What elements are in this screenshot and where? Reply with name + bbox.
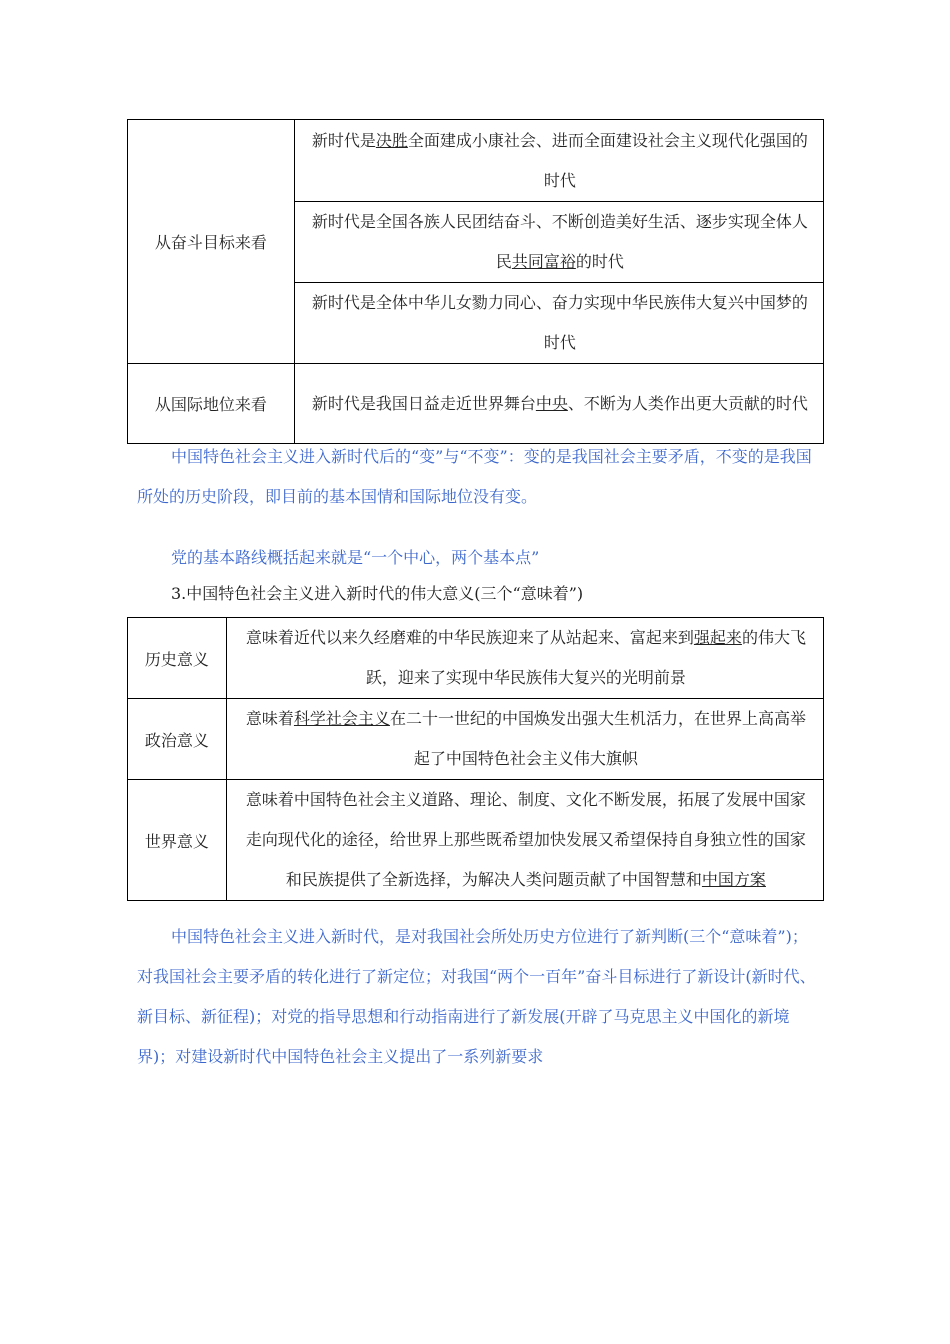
table-cell: 新时代是决胜全面建成小康社会、进而全面建设社会主义现代化强国的时代 [294, 120, 823, 202]
row-header-goal: 从奋斗目标来看 [128, 120, 295, 364]
underlined-term: 强起来 [693, 628, 742, 647]
note-change-vs-unchanged: 中国特色社会主义进入新时代后的“变”与“不变”：变的是我国社会主要矛盾，不变的是我国所处的历史阶段，即目前的基本国情和国际地位没有变。 [137, 447, 812, 506]
row-header-world: 世界意义 [128, 780, 227, 901]
table-cell: 新时代是我国日益走近世界舞台中央、不断为人类作出更大贡献的时代 [294, 364, 823, 444]
significance-table [127, 617, 824, 901]
table-cell: 意味着近代以来久经磨难的中华民族迎来了从站起来、富起来到强起来的伟大飞跃，迎来了实现中华民族伟大复兴的光明前景 [226, 618, 823, 699]
table-row [128, 618, 824, 699]
table-row [128, 780, 824, 901]
row-header-politics: 政治意义 [128, 699, 227, 780]
row-header-international: 从国际地位来看 [128, 364, 295, 444]
table-row [128, 120, 824, 202]
note-summary: 中国特色社会主义进入新时代，是对我国社会所处历史方位进行了新判断(三个“意味着”)；对我国社会主要矛盾的转化进行了新定位；对我国“两个一百年”奋斗目标进行了新设计(新时代、新目标、新征程)；对党的指导思想和行动指南进行了新发展(开辟了马克思主义中国化的新境界)；对建设新时代中国特色社会主义提出了一系列新要求 [137, 927, 816, 1066]
underlined-term: 决胜 [375, 130, 408, 150]
table-cell: 新时代是全体中华儿女勠力同心、奋力实现中华民族伟大复兴中国梦的时代 [294, 283, 823, 364]
row-header-history: 历史意义 [128, 618, 227, 699]
underlined-term: 科学社会主义 [293, 709, 390, 728]
table-cell: 新时代是全国各族人民团结奋斗、不断创造美好生活、逐步实现全体人民共同富裕的时代 [294, 202, 823, 283]
underlined-term: 中国方案 [701, 870, 766, 889]
table-cell: 意味着科学社会主义在二十一世纪的中国焕发出强大生机活力，在世界上高高举起了中国特色社会主义伟大旗帜 [226, 699, 823, 780]
table-row [128, 364, 824, 444]
section-3-title: 3.中国特色社会主义进入新时代的伟大意义(三个“意味着”) [171, 584, 584, 603]
table-cell: 意味着中国特色社会主义道路、理论、制度、文化不断发展，拓展了发展中国家走向现代化的途径，给世界上那些既希望加快发展又希望保持自身独立性的国家和民族提供了全新选择，为解决人类问题贡献了中国智慧和中国方案 [226, 780, 823, 901]
underlined-term: 共同富裕 [511, 252, 576, 271]
goal-status-table [127, 119, 824, 444]
underlined-term: 中央 [535, 393, 568, 413]
table-row [128, 699, 824, 780]
note-basic-line: 党的基本路线概括起来就是“一个中心，两个基本点” [171, 548, 540, 567]
